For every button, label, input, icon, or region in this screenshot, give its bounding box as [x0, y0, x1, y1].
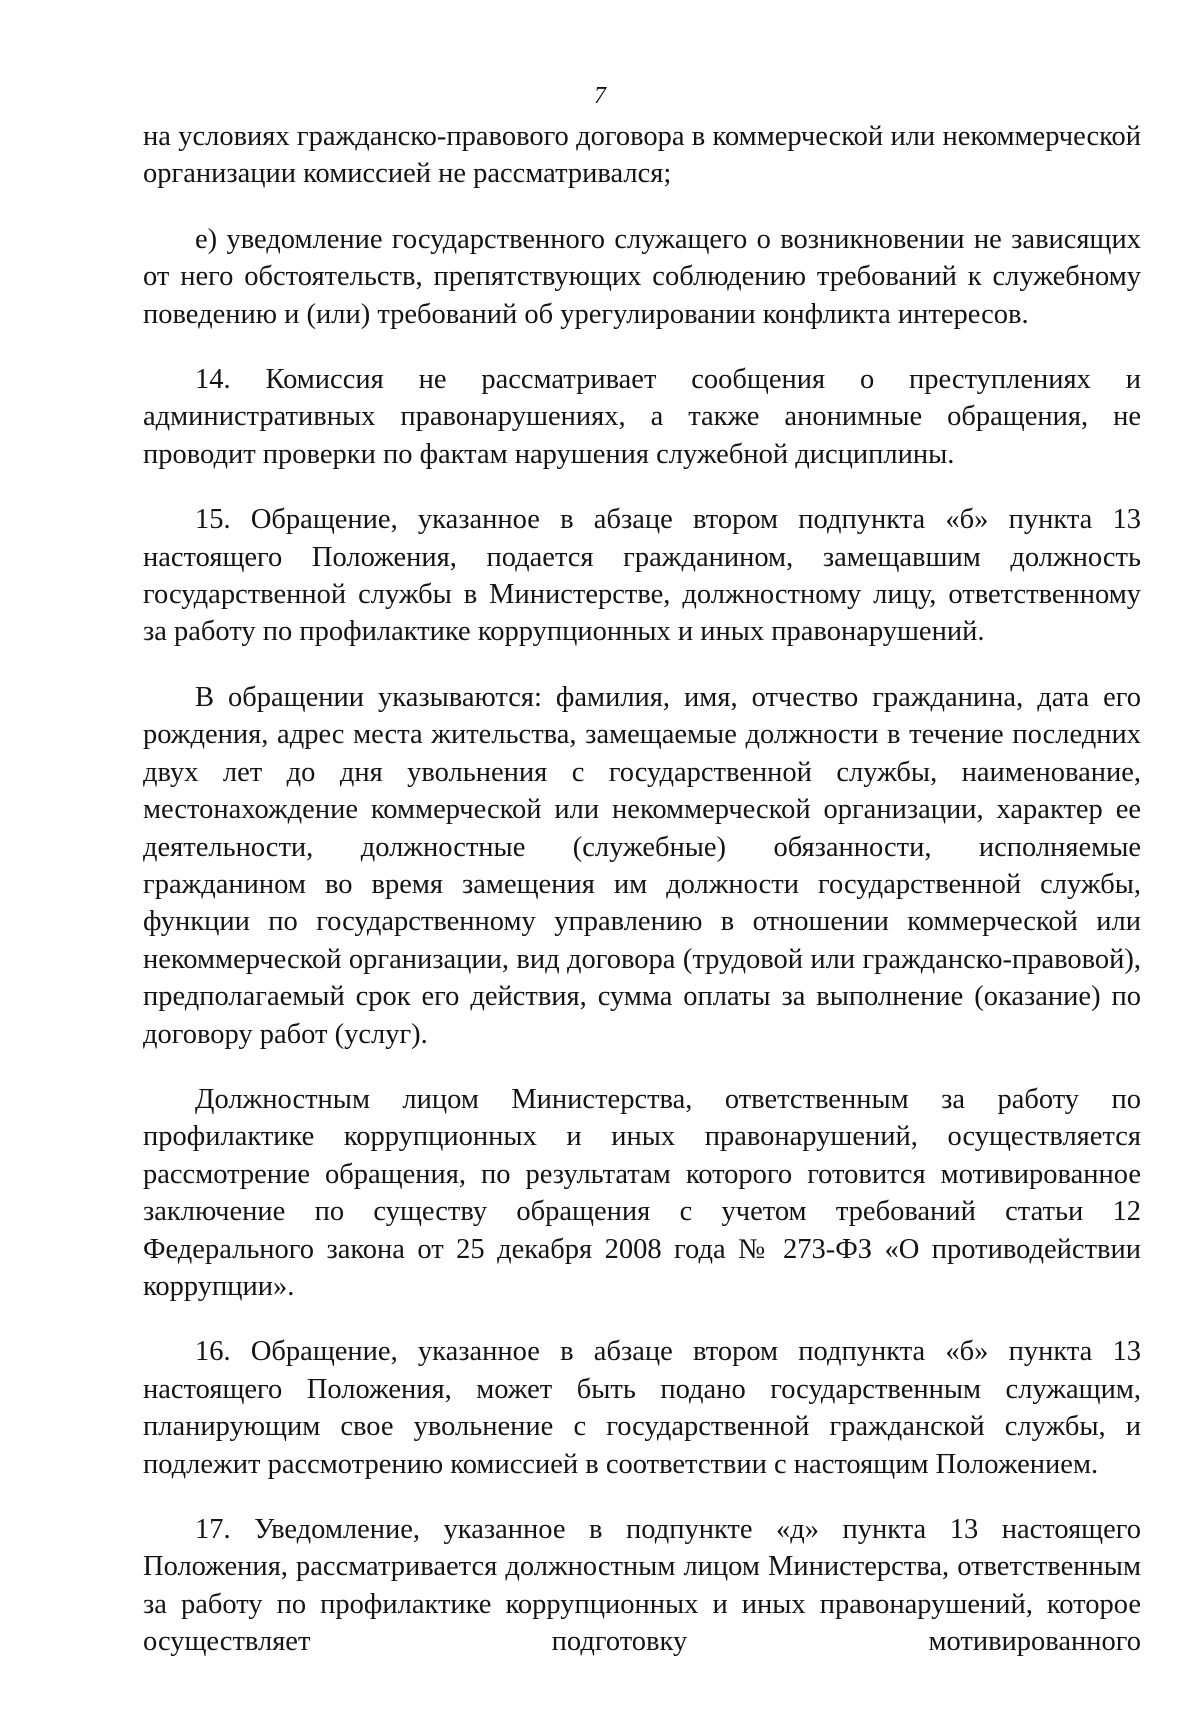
page-number: 7	[594, 83, 606, 109]
paragraph-clause-14: 14. Комиссия не рассматривает сообщения о преступлениях и административных правонарушениях, а также анонимные обращения, не проводит проверки по фактам нарушения служебной дисциплины.	[143, 364, 1141, 470]
paragraph-clause-15-details: В обращении указываются: фамилия, имя, отчество гражданина, дата его рождения, адрес места жительства, замещаемые должности в течение последних двух лет до дня увольнения с государственной службы, наименование, местонахождение коммерческой или некоммерческой организации, характер ее деятельности, должностные (служебные) обязанности, исполняемые гражданином во время замещения им должности государственной службы, функции по государственному управлению в отношении коммерческой или некоммерческой организации, вид договора (трудовой или гражданско-правовой), предполагаемый срок его действия, сумма оплаты за выполнение (оказание) по договору работ (услуг).	[143, 681, 1141, 1050]
paragraph-item-e: е) уведомление государственного служащего о возникновении не зависящих от него обстоятельств, препятствующих соблюдению требований к служебному поведению и (или) требований об урегулировании конфликта интересов.	[143, 223, 1141, 330]
paragraph-continuation: на условиях гражданско-правового договора в коммерческой или некоммерческой организации комиссией не рассматривался;	[143, 121, 1141, 190]
document-body	[143, 118, 1141, 1661]
paragraph-clause-17: 17. Уведомление, указанное в подпункте «д» пункта 13 настоящего Положения, рассматривается должностным лицом Министерства, ответственным за работу по профилактике коррупционных и иных правонарушений, которое осуществляет подготовку мотивированного	[143, 1514, 1141, 1658]
paragraph-clause-15-review: Должностным лицом Министерства, ответственным за работу по профилактике коррупционных и иных правонарушений, осуществляется рассмотрение обращения, по результатам которого готовится мотивированное заключение по существу обращения с учетом требований статьи 12 Федерального закона от 25 декабря 2008 года № 273-ФЗ «О противодействии коррупции».	[143, 1083, 1141, 1302]
paragraph-clause-16: 16. Обращение, указанное в абзаце втором подпункта «б» пункта 13 настоящего Положения, может быть подано государственным служащим, планирующим свое увольнение с государственной гражданской службы, и подлежит рассмотрению комиссией в соответствии с настоящим Положением.	[143, 1336, 1141, 1480]
paragraph-clause-15: 15. Обращение, указанное в абзаце втором подпункта «б» пункта 13 настоящего Положения, подается гражданином, замещавшим должность государственной службы в Министерстве, должностному лицу, ответственному за работу по профилактике коррупционных и иных правонарушений.	[143, 504, 1141, 648]
